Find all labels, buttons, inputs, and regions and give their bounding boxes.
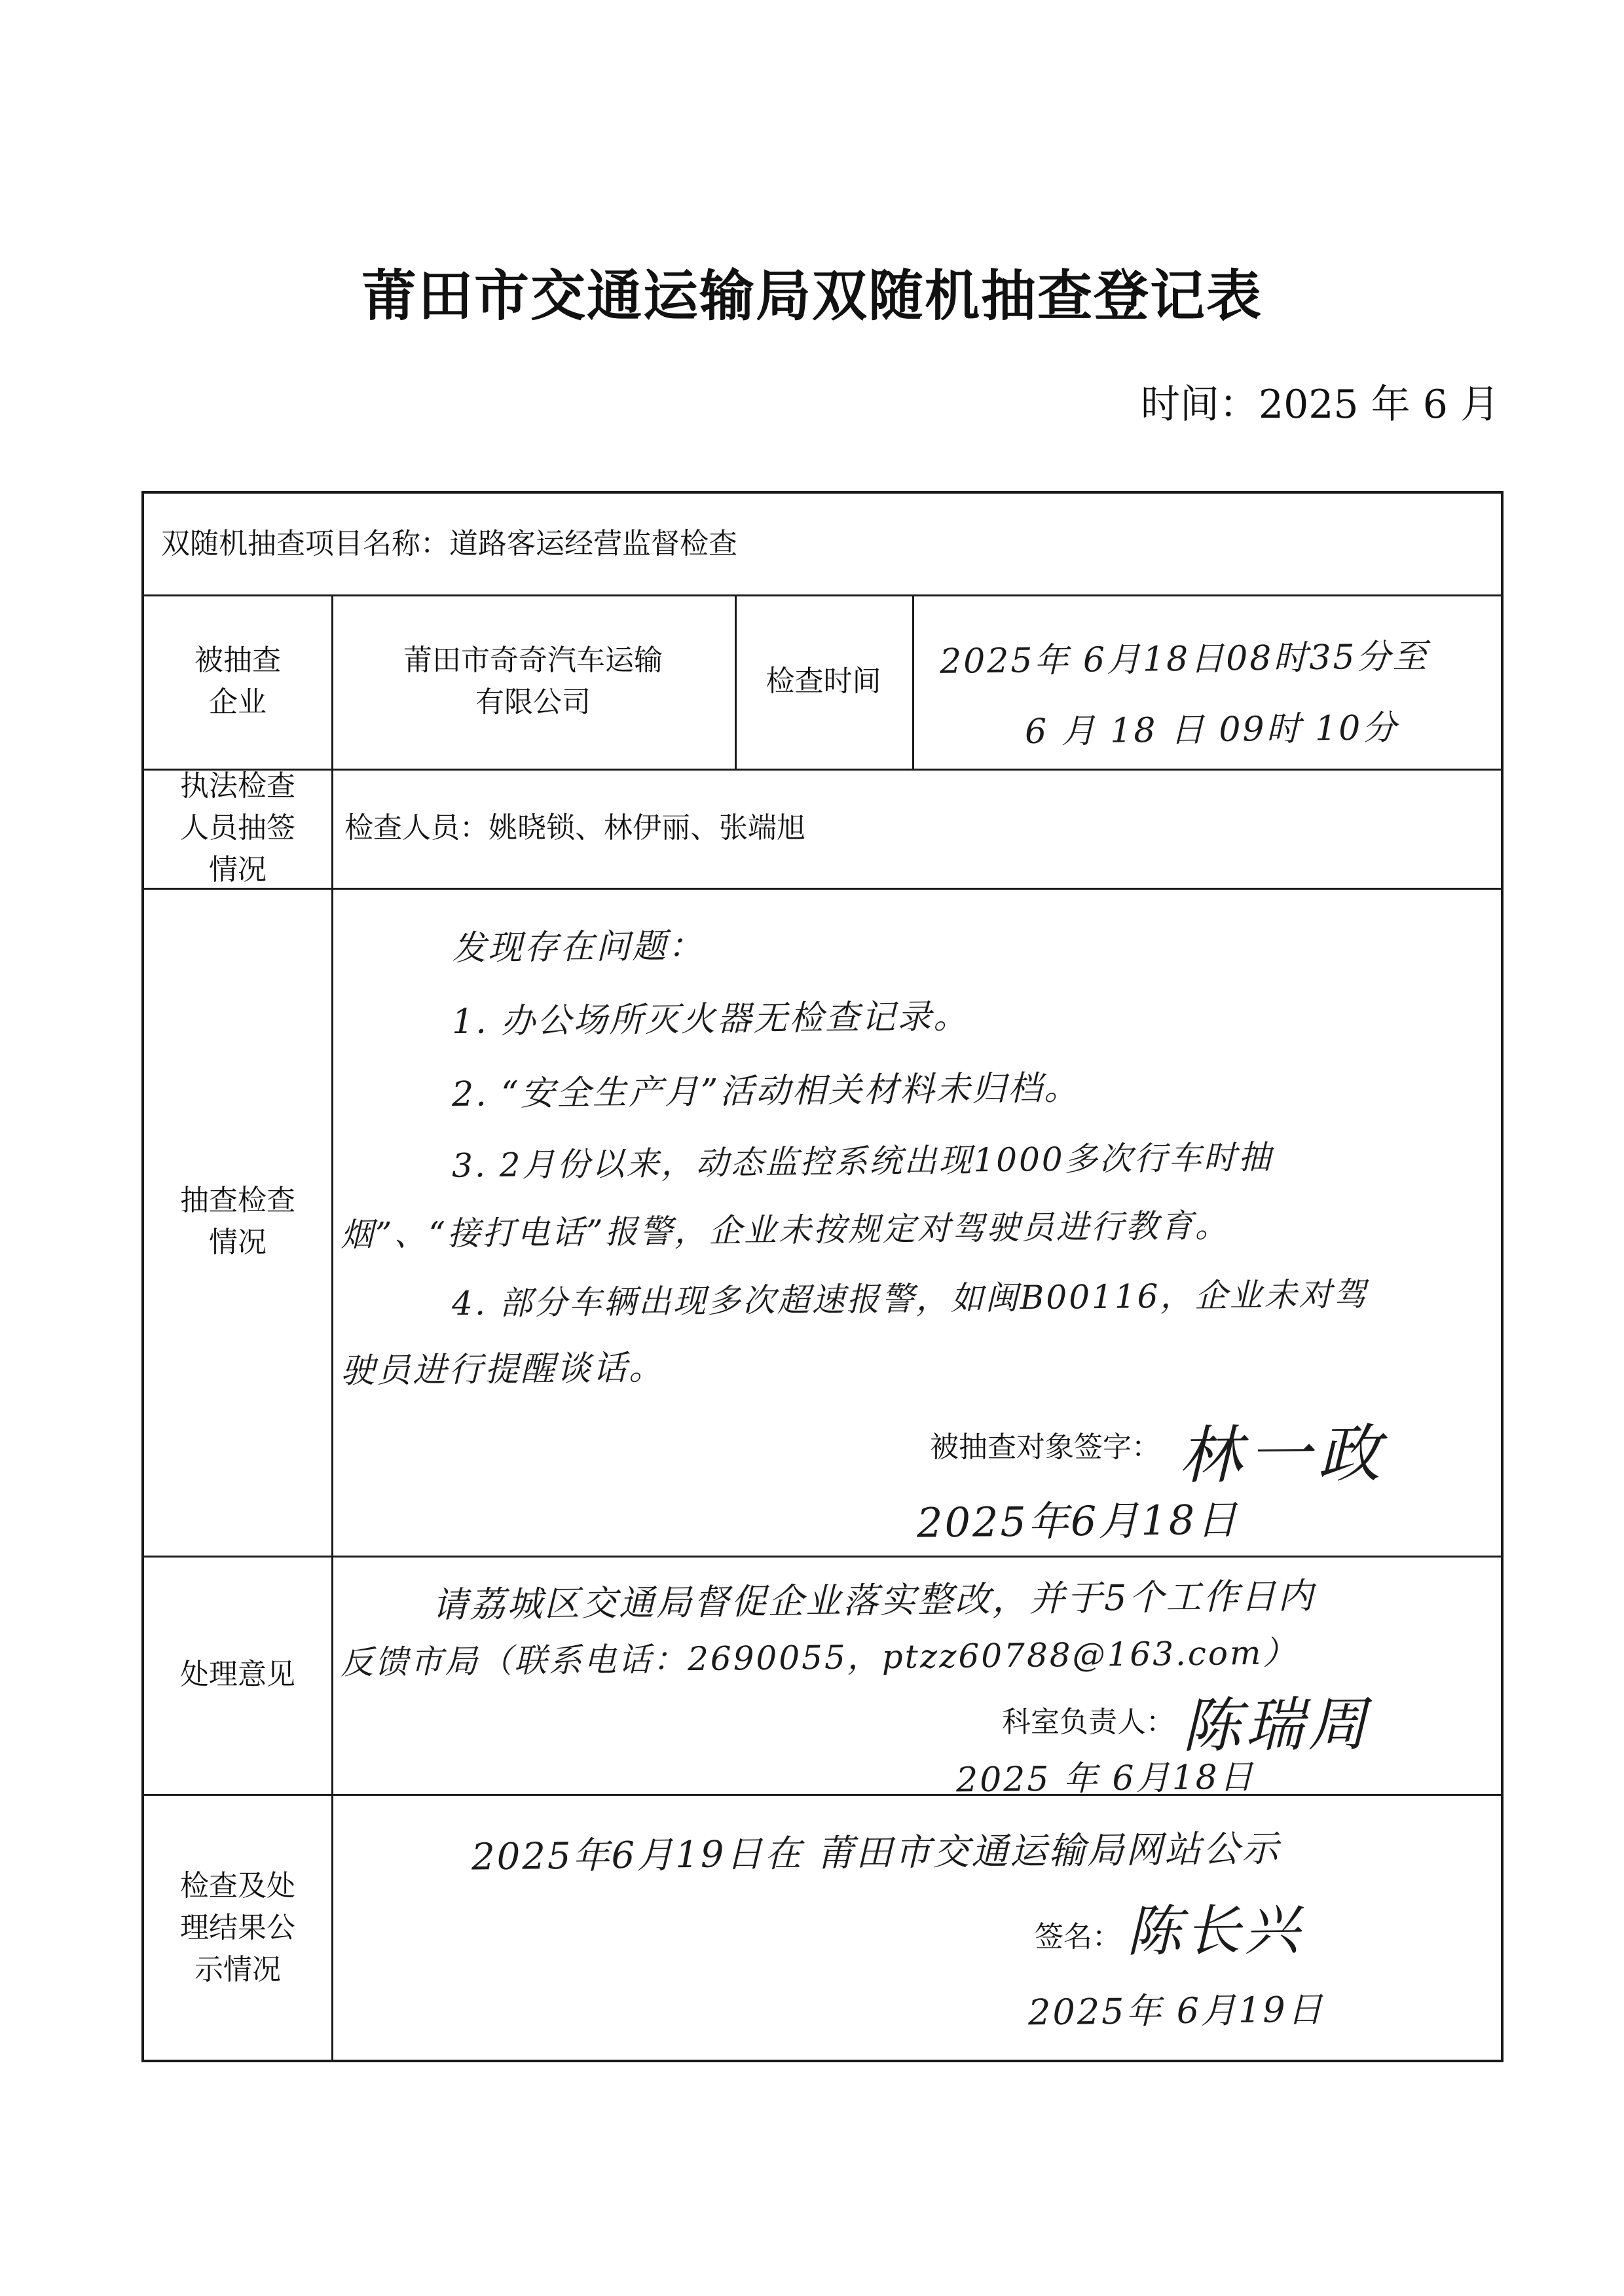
registration-table [141,491,1504,2062]
inspection-line: 烟”、“接打电话”报警，企业未按规定对驾驶员进行教育。 [340,1206,1230,1254]
column-divider [912,594,914,769]
handling-line: 反馈市局（联系电话：2690055，ptzz60788@163.com） [340,1633,1298,1682]
row-divider [144,888,1501,890]
section-head-sign-date: 2025 年 6月18日 [955,1757,1256,1800]
inspected-signature-label: 被抽查对象签字： [930,1430,1160,1464]
inspection-line: 驶员进行提醒谈话。 [340,1348,665,1391]
publicity-label: 检查及处 理结果公 示情况 [180,1869,295,1986]
inspection-label: 抽查检查 情况 [180,1184,295,1259]
publicity-sign-date: 2025年 6月19日 [1027,1988,1325,2033]
handling-line: 请荔城区交通局督促企业落实整改，并于5个工作日内 [432,1575,1316,1626]
document-date: 时间：2025 年 6 月 [1140,382,1500,428]
inspection-time-label: 检查时间 [766,665,881,699]
row-divider [144,1794,1501,1796]
section-head-label: 科室负责人： [1002,1705,1175,1739]
inspection-line: 4. 部分车辆出现多次超速报警，如闽B00116，企业未对驾 [451,1275,1369,1323]
company-name: 莆田市奇奇汽车运输 有限公司 [403,644,663,719]
company-label: 被抽查 企业 [194,644,281,719]
inspection-line: 3. 2月份以来，动态监控系统出现1000多次行车时抽 [451,1138,1273,1185]
publicity-text: 2025年6月19日在 莆田市交通运输局网站公示 [471,1827,1281,1879]
document-title: 莆田市交通运输局双随机抽查登记表 [361,264,1263,328]
inspection-time-end: 6 月 18 日 09时 10分 [1024,708,1399,752]
inspected-sign-date: 2025年6月18日 [916,1495,1240,1547]
inspectors-label: 执法检查 人员抽签 情况 [180,769,295,886]
handling-label: 处理意见 [180,1658,295,1692]
row-divider [144,1556,1501,1558]
publicity-signature-label: 签名： [1035,1920,1121,1954]
inspection-line: 2. “安全生产月”活动相关材料未归档。 [451,1068,1080,1115]
publicity-signature: 陈长兴 [1126,1897,1304,1964]
column-divider [331,594,333,2062]
inspectors-text: 检查人员：姚晓锁、林伊丽、张端旭 [344,811,805,845]
inspection-line: 发现存在问题： [451,926,705,969]
project-name: 双随机抽查项目名称：道路客运经营监督检查 [161,527,737,561]
inspected-signature: 林一政 [1178,1417,1388,1493]
section-head-signature: 陈瑞周 [1181,1690,1371,1761]
inspection-time-start: 2025年 6月18日08时35分至 [939,637,1429,682]
inspection-line: 1. 办公场所灭火器无检查记录。 [451,996,970,1042]
